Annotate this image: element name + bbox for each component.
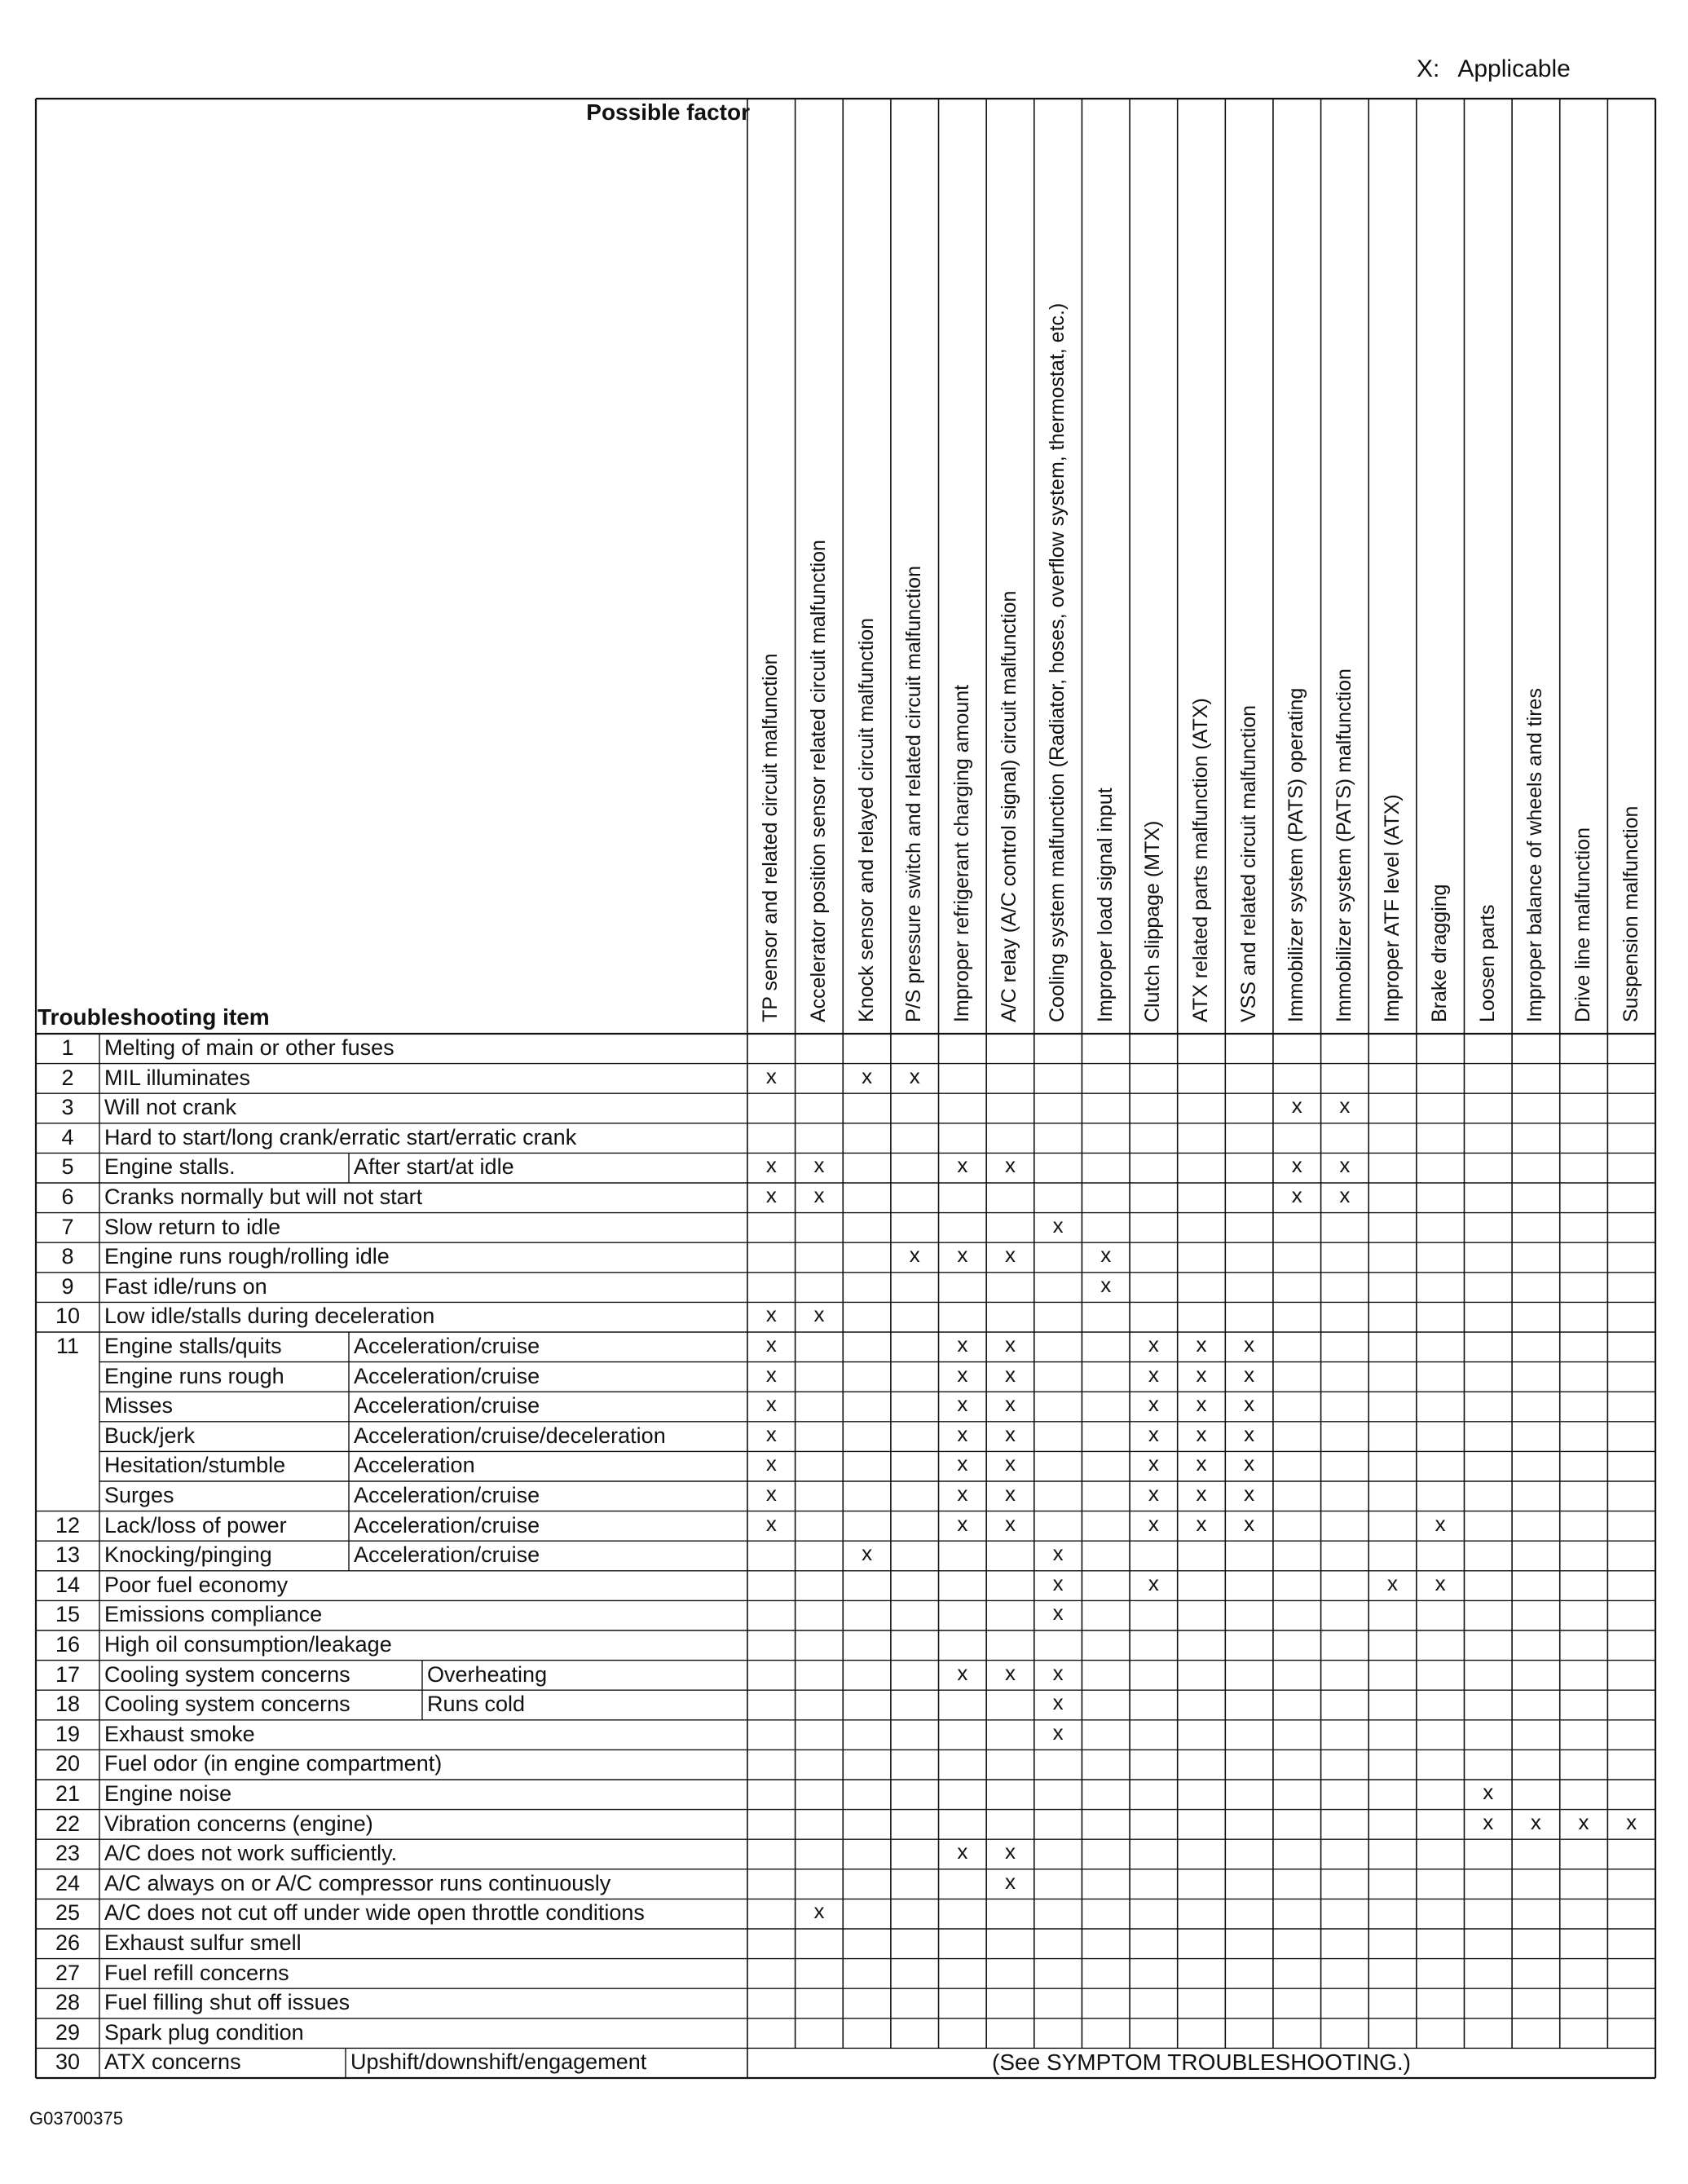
- troubleshooting-item: Buck/jerk: [104, 1423, 196, 1448]
- applicable-mark: x: [1004, 1361, 1016, 1387]
- row-number: 26: [55, 1930, 81, 1955]
- applicable-mark: x: [1004, 1451, 1016, 1476]
- applicable-mark: x: [909, 1063, 920, 1088]
- applicable-mark: x: [765, 1421, 777, 1446]
- factor-header-10: ATX related parts malfunction (ATX): [1189, 698, 1212, 1022]
- applicable-mark: x: [1530, 1809, 1541, 1834]
- applicable-mark: x: [1004, 1839, 1016, 1864]
- factor-header-14: Improper ATF level (ATX): [1380, 794, 1404, 1022]
- applicable-mark: x: [1052, 1719, 1064, 1745]
- item-condition: After start/at idle: [354, 1154, 514, 1180]
- row-number: 12: [55, 1512, 81, 1538]
- applicable-mark: x: [1004, 1869, 1016, 1894]
- row-number: 10: [55, 1304, 81, 1329]
- applicable-mark: x: [813, 1183, 825, 1207]
- item-condition: Overheating: [427, 1661, 548, 1687]
- applicable-mark: x: [1100, 1272, 1112, 1297]
- applicable-mark: x: [1004, 1392, 1016, 1417]
- applicable-mark: x: [765, 1302, 777, 1327]
- applicable-mark: x: [1052, 1600, 1064, 1626]
- factor-header-9: Clutch slippage (MTX): [1141, 820, 1165, 1022]
- factor-header-11: VSS and related circuit malfunction: [1236, 704, 1260, 1022]
- applicable-mark: x: [1052, 1690, 1064, 1715]
- item-condition: Acceleration/cruise: [354, 1393, 540, 1418]
- applicable-mark: x: [813, 1153, 825, 1178]
- item-condition: Acceleration/cruise: [354, 1542, 540, 1568]
- applicable-mark: x: [1148, 1421, 1159, 1446]
- factor-header-15: Brake dragging: [1428, 884, 1452, 1022]
- applicable-mark: x: [1052, 1570, 1064, 1595]
- row-number: 14: [55, 1572, 81, 1597]
- applicable-mark: x: [1148, 1481, 1159, 1506]
- row-number: 2: [61, 1065, 74, 1090]
- row-number: 19: [55, 1721, 81, 1746]
- troubleshooting-item-heading: Troubleshooting item: [37, 1004, 270, 1030]
- troubleshooting-item: Engine runs rough: [104, 1363, 284, 1388]
- troubleshooting-item: Hesitation/stumble: [104, 1453, 286, 1478]
- row-number: 4: [61, 1124, 74, 1149]
- applicable-mark: x: [1626, 1809, 1637, 1834]
- factor-header-19: Suspension malfunction: [1619, 805, 1642, 1022]
- applicable-mark: x: [1196, 1481, 1207, 1506]
- applicable-mark: x: [765, 1183, 777, 1207]
- troubleshooting-item: Fuel odor (in engine compartment): [104, 1751, 443, 1776]
- applicable-mark: x: [1244, 1451, 1255, 1476]
- applicable-mark: x: [1339, 1183, 1351, 1207]
- applicable-mark: x: [1004, 1332, 1016, 1357]
- applicable-mark: x: [957, 1481, 968, 1506]
- applicable-mark: x: [1148, 1570, 1159, 1595]
- troubleshooting-item: Exhaust smoke: [104, 1721, 255, 1746]
- applicable-mark: x: [765, 1361, 777, 1387]
- factor-header-6: A/C relay (A/C control signal) circuit malfunction: [998, 590, 1021, 1022]
- applicable-mark: x: [957, 1392, 968, 1417]
- troubleshooting-item: Fast idle/runs on: [104, 1273, 267, 1299]
- applicable-mark: x: [957, 1361, 968, 1387]
- applicable-mark: x: [1244, 1361, 1255, 1387]
- applicable-mark: x: [957, 1332, 968, 1357]
- legend-text: Applicable: [1457, 55, 1571, 82]
- applicable-mark: x: [1148, 1511, 1159, 1536]
- factor-header-16: Loosen parts: [1475, 904, 1499, 1022]
- troubleshooting-item: Cranks normally but will not start: [104, 1185, 423, 1209]
- troubleshooting-item: Lack/loss of power: [104, 1512, 287, 1538]
- troubleshooting-item: Hard to start/long crank/erratic start/erratic crank: [104, 1124, 577, 1149]
- troubleshooting-item: Emissions compliance: [104, 1602, 323, 1627]
- factor-header-4: P/S pressure switch and related circuit malfunction: [902, 566, 926, 1022]
- applicable-mark: x: [1244, 1332, 1255, 1357]
- troubleshooting-item: High oil consumption/leakage: [104, 1632, 392, 1657]
- troubleshooting-item: A/C always on or A/C compressor runs continuously: [104, 1870, 611, 1895]
- applicable-mark: x: [957, 1511, 968, 1536]
- factor-header-18: Drive line malfunction: [1571, 827, 1595, 1022]
- row-number: 1: [61, 1035, 74, 1060]
- applicable-mark: x: [1196, 1451, 1207, 1476]
- factor-header-12: Immobilizer system (PATS) operating: [1285, 687, 1308, 1022]
- applicable-mark: x: [1196, 1511, 1207, 1536]
- troubleshooting-item: MIL illuminates: [104, 1065, 251, 1090]
- applicable-mark: x: [765, 1153, 777, 1178]
- applicable-mark: x: [862, 1541, 873, 1566]
- troubleshooting-item: Exhaust sulfur smell: [104, 1930, 302, 1955]
- legend-key: X:: [1417, 55, 1440, 82]
- applicable-mark: x: [813, 1899, 825, 1924]
- row-number: 29: [55, 2019, 81, 2045]
- row-number: 7: [61, 1214, 74, 1239]
- factor-header-13: Immobilizer system (PATS) malfunction: [1332, 668, 1355, 1022]
- applicable-mark: x: [957, 1839, 968, 1864]
- applicable-mark: x: [1052, 1660, 1064, 1685]
- row-number: 21: [55, 1781, 81, 1806]
- applicable-mark: x: [1196, 1361, 1207, 1387]
- troubleshooting-item: Misses: [104, 1393, 174, 1418]
- row-number: 28: [55, 1990, 81, 2015]
- applicable-mark: x: [1578, 1809, 1589, 1834]
- applicable-mark: x: [1244, 1481, 1255, 1506]
- applicable-mark: x: [1148, 1451, 1159, 1476]
- row-number: 25: [55, 1900, 81, 1926]
- troubleshooting-item: Engine stalls.: [104, 1154, 236, 1180]
- applicable-mark: x: [909, 1242, 920, 1268]
- applicable-mark: x: [1291, 1153, 1302, 1178]
- applicable-mark: x: [765, 1511, 777, 1536]
- troubleshooting-item: Cooling system concerns: [104, 1692, 350, 1717]
- applicable-mark: x: [957, 1153, 968, 1178]
- applicable-mark: x: [765, 1063, 777, 1088]
- troubleshooting-item: A/C does not work sufficiently.: [104, 1841, 398, 1866]
- row-number: 5: [61, 1154, 74, 1180]
- applicable-mark: x: [1148, 1392, 1159, 1417]
- factor-header-3: Knock sensor and relayed circuit malfunction: [854, 617, 878, 1022]
- applicable-mark: x: [765, 1451, 777, 1476]
- factor-header-17: Improper balance of wheels and tires: [1523, 688, 1547, 1022]
- row-number: 23: [55, 1841, 81, 1866]
- row-number: 11: [55, 1334, 80, 1358]
- applicable-mark: x: [1004, 1481, 1016, 1506]
- applicable-mark: x: [765, 1481, 777, 1506]
- row-number: 8: [61, 1244, 74, 1269]
- applicable-mark: x: [765, 1332, 777, 1357]
- troubleshooting-item: Will not crank: [104, 1095, 237, 1120]
- factor-header-1: TP sensor and related circuit malfunction: [759, 653, 782, 1022]
- row-number: 22: [55, 1811, 81, 1836]
- applicable-mark: x: [1196, 1392, 1207, 1417]
- applicable-mark: x: [957, 1660, 968, 1685]
- applicable-mark: x: [1244, 1392, 1255, 1417]
- item-condition: Acceleration/cruise/deceleration: [354, 1423, 666, 1448]
- item-condition: Runs cold: [427, 1692, 526, 1717]
- row-number: 24: [55, 1870, 81, 1895]
- row-number: 20: [55, 1751, 81, 1776]
- item-condition: Acceleration/cruise: [354, 1363, 540, 1388]
- item-condition: Acceleration/cruise: [354, 1483, 540, 1507]
- row-number: 15: [55, 1602, 81, 1627]
- applicable-mark: x: [1387, 1570, 1399, 1595]
- factor-header-5: Improper refrigerant charging amount: [950, 684, 973, 1022]
- row-number: 6: [61, 1185, 74, 1209]
- applicable-mark: x: [1339, 1153, 1351, 1178]
- troubleshooting-item: Engine stalls/quits: [104, 1334, 282, 1358]
- applicable-mark: x: [1052, 1541, 1064, 1566]
- row-number: 9: [61, 1273, 74, 1299]
- row-number: 27: [55, 1960, 81, 1985]
- troubleshooting-item: Surges: [104, 1483, 174, 1507]
- factor-header-2: Accelerator position sensor related circuit malfunction: [806, 540, 830, 1022]
- troubleshooting-item: Vibration concerns (engine): [104, 1811, 373, 1836]
- row-number: 30: [55, 2049, 81, 2075]
- applicable-mark: x: [1483, 1809, 1494, 1834]
- troubleshooting-item: Cooling system concerns: [104, 1661, 350, 1687]
- applicable-mark: x: [957, 1421, 968, 1446]
- row-number: 17: [55, 1661, 81, 1687]
- figure-code: G03700375: [29, 2108, 123, 2129]
- applicable-mark: x: [813, 1302, 825, 1327]
- row-number: 3: [61, 1095, 74, 1120]
- row-number: 16: [55, 1632, 81, 1657]
- troubleshooting-item: ATX concerns: [104, 2049, 241, 2075]
- applicable-mark: x: [1483, 1780, 1494, 1804]
- applicable-mark: x: [957, 1451, 968, 1476]
- applicable-mark: x: [1148, 1332, 1159, 1357]
- applicable-mark: x: [1004, 1660, 1016, 1685]
- troubleshooting-item: Poor fuel economy: [104, 1572, 289, 1597]
- factor-header-7: Cooling system malfunction (Radiator, hoses, overflow system, thermostat, etc.): [1046, 302, 1069, 1022]
- applicable-mark: x: [1004, 1242, 1016, 1268]
- applicable-mark: x: [1052, 1212, 1064, 1238]
- applicable-mark: x: [862, 1063, 873, 1088]
- item-condition: Acceleration: [354, 1453, 475, 1478]
- item-condition: Upshift/downshift/engagement: [350, 2049, 647, 2075]
- troubleshooting-item: Fuel filling shut off issues: [104, 1990, 350, 2015]
- applicable-mark: x: [957, 1242, 968, 1268]
- applicable-mark: x: [1291, 1093, 1302, 1118]
- row-number: 13: [55, 1542, 81, 1568]
- applicable-mark: x: [1244, 1421, 1255, 1446]
- troubleshooting-item: Knocking/pinging: [104, 1542, 272, 1568]
- troubleshooting-item: Engine runs rough/rolling idle: [104, 1244, 390, 1269]
- applicable-mark: x: [1339, 1093, 1351, 1118]
- see-symptom-note: (See SYMPTOM TROUBLESHOOTING.): [992, 2049, 1411, 2076]
- applicable-mark: x: [1244, 1511, 1255, 1536]
- row-number: 18: [55, 1692, 81, 1717]
- applicable-mark: x: [1148, 1361, 1159, 1387]
- possible-factor-heading: Possible factor: [586, 99, 750, 125]
- applicable-mark: x: [1435, 1570, 1446, 1595]
- applicable-mark: x: [1004, 1511, 1016, 1536]
- item-condition: Acceleration/cruise: [354, 1334, 540, 1358]
- applicable-mark: x: [1004, 1421, 1016, 1446]
- applicable-mark: x: [1196, 1332, 1207, 1357]
- item-condition: Acceleration/cruise: [354, 1512, 540, 1538]
- applicable-mark: x: [1100, 1242, 1112, 1268]
- troubleshooting-item: Spark plug condition: [104, 2019, 304, 2045]
- troubleshooting-item: Melting of main or other fuses: [104, 1035, 394, 1060]
- troubleshooting-item: Engine noise: [104, 1781, 232, 1806]
- troubleshooting-item: Fuel refill concerns: [104, 1960, 289, 1985]
- applicable-mark: x: [1004, 1153, 1016, 1178]
- troubleshooting-item: A/C does not cut off under wide open throttle conditions: [104, 1900, 645, 1926]
- troubleshooting-item: Slow return to idle: [104, 1214, 281, 1239]
- applicable-mark: x: [1196, 1421, 1207, 1446]
- applicable-mark: x: [765, 1392, 777, 1417]
- factor-header-8: Improper load signal input: [1093, 788, 1117, 1022]
- applicable-mark: x: [1291, 1183, 1302, 1207]
- troubleshooting-item: Low idle/stalls during deceleration: [104, 1304, 435, 1329]
- applicable-mark: x: [1435, 1511, 1446, 1536]
